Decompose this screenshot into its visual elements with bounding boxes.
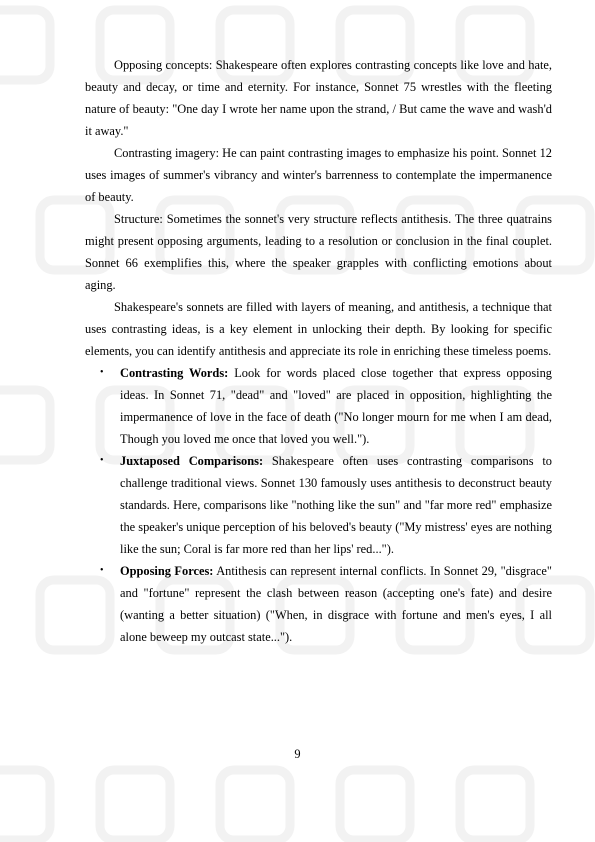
bullet-text: Antithesis can represent internal conflicts. In Sonnet 29, "disgrace" and "fortune" represent the clash between reason (accepting one's fate) and desire (wanting a better situation) ("When, in disgrace with fortune and men's eyes, I all alone beweep my outcast state..."). (120, 564, 552, 644)
bullet-list (85, 362, 552, 648)
body-text (85, 54, 552, 648)
paragraph-structure: Structure: Sometimes the sonnet's very structure reflects antithesis. The three quatrains might present opposing arguments, leading to a resolution or conclusion in the final couplet. Sonnet 66 exemplifies this, where the speaker grapples with conflicting emotions about aging. (85, 212, 552, 292)
paragraph-summary: Shakespeare's sonnets are filled with layers of meaning, and antithesis, a technique that uses contrasting ideas, is a key element in unlocking their depth. By looking for specific elements, you can identify antithesis and appreciate its role in enriching these timeless poems. (85, 300, 552, 358)
bullet-term: Juxtaposed Comparisons: (120, 454, 264, 468)
bullet-term: Opposing Forces: (120, 564, 214, 578)
bullet-marker: • (100, 367, 104, 378)
bullet-term: Contrasting Words: (120, 366, 229, 380)
page-number: 9 (294, 747, 301, 761)
bullet-text: Shakespeare often uses contrasting comparisons to challenge traditional views. Sonnet 130 famously uses antithesis to deconstruct beauty standards. Here, comparisons like "nothing like the sun" and "far more red" emphasize the speaker's unique perception of his beloved's beauty ("My mistress' eyes are nothing like the sun; Coral is far more red than her lips' red..."). (120, 454, 552, 556)
bullet-text: Look for words placed close together that express opposing ideas. In Sonnet 71, "dead" and "loved" are placed in opposition, highlighting the impermanence of love in the face of death ("No longer mourn for me when I am dead, Though you loved me once that loved you well."). (120, 366, 552, 446)
paragraph-opposing-concepts: Opposing concepts: Shakespeare often explores contrasting concepts like love and hate, beauty and decay, or time and eternity. For instance, Sonnet 75 wrestles with the fleeting nature of beauty: "One day I wrote her name upon the strand, / But came the wave and wash'd it away." (85, 58, 552, 138)
bullet-marker: • (100, 455, 104, 466)
paragraph-contrasting-imagery: Contrasting imagery: He can paint contrasting images to emphasize his point. Sonnet 12 uses images of summer's vibrancy and winter's barrenness to contemplate the impermanence of beauty. (85, 146, 552, 204)
bullet-juxtaposed-comparisons (85, 450, 552, 560)
bullet-marker: • (100, 565, 104, 576)
bullet-opposing-forces (85, 560, 552, 648)
bullet-contrasting-words (85, 362, 552, 450)
